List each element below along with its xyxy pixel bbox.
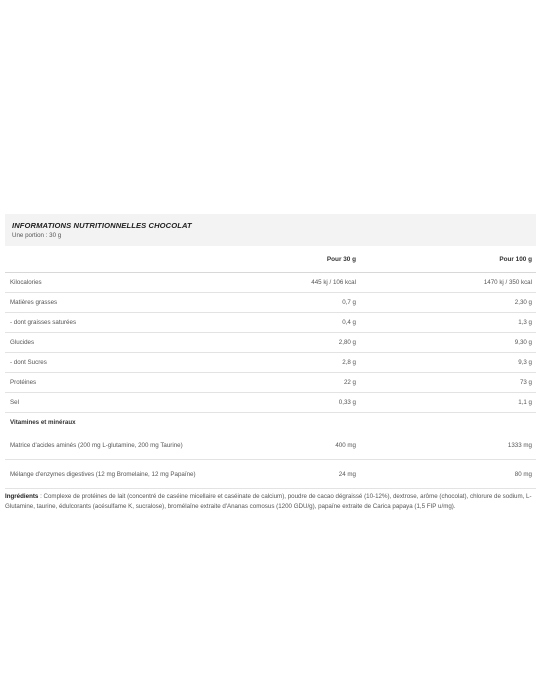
- table-row: [5, 393, 536, 413]
- nutrition-title: INFORMATIONS NUTRITIONNELLES CHOCOLAT: [12, 221, 192, 230]
- table-row: [5, 460, 536, 489]
- row-value-30g: 0,33 g: [225, 393, 360, 413]
- row-value-30g: 0,4 g: [225, 313, 360, 333]
- row-label: - dont graisses saturées: [5, 313, 225, 333]
- row-value-30g: 400 mg: [225, 431, 360, 460]
- ingredients-text: [5, 489, 538, 512]
- column-header-per-30g: Pour 30 g: [225, 246, 360, 273]
- column-header-per-100g: Pour 100 g: [360, 246, 536, 273]
- ingredients-list: : Complexe de protéines de lait (concentré de caséine micellaire et caséinate de calcium), poudre de cacao dégraissé (10-12%), dextrose, arôme (chocolat), chlorure de sodium, L-Glutamine, taurine, édulcorants (acésulfame K, sucralose), bromélaïne extraite d'Ananas comosus (1200 GDU/g), papaïne extraite de Carica papaya (1,5 FIP u/mg).: [5, 493, 532, 510]
- table-row: [5, 373, 536, 393]
- row-value-30g: 24 mg: [225, 460, 360, 489]
- row-label: Glucides: [5, 333, 225, 353]
- column-header-label: [5, 246, 225, 273]
- section-row: [5, 413, 536, 432]
- table-row: [5, 313, 536, 333]
- portion-size: Une portion : 30 g: [12, 232, 62, 239]
- row-value-100g: 9,3 g: [360, 353, 536, 373]
- table-row: [5, 353, 536, 373]
- row-value-100g: 2,30 g: [360, 293, 536, 313]
- nutrition-panel: [5, 214, 536, 512]
- section-heading: Vitamines et minéraux: [10, 418, 76, 426]
- row-label: Kilocalories: [5, 273, 225, 293]
- row-value-100g: 1,3 g: [360, 313, 536, 333]
- row-value-100g: 1470 kj / 350 kcal: [360, 273, 536, 293]
- table-row: [5, 293, 536, 313]
- nutrition-header: [5, 214, 536, 246]
- nutrition-table: [5, 246, 536, 489]
- row-value-30g: 2,8 g: [225, 353, 360, 373]
- row-label: - dont Sucres: [5, 353, 225, 373]
- row-value-100g: 80 mg: [360, 460, 536, 489]
- ingredients-label: Ingrédients: [5, 493, 39, 500]
- row-label: Matières grasses: [5, 293, 225, 313]
- row-label: Sel: [5, 393, 225, 413]
- row-value-30g: 0,7 g: [225, 293, 360, 313]
- row-value-30g: 2,80 g: [225, 333, 360, 353]
- row-label: Matrice d'acides aminés (200 mg L-glutamine, 200 mg Taurine): [5, 431, 225, 460]
- table-row: [5, 333, 536, 353]
- table-row: [5, 273, 536, 293]
- row-value-100g: 73 g: [360, 373, 536, 393]
- row-value-30g: 445 kj / 106 kcal: [225, 273, 360, 293]
- row-label: Protéines: [5, 373, 225, 393]
- row-label: Mélange d'enzymes digestives (12 mg Bromelaine, 12 mg Papaïne): [5, 460, 225, 489]
- row-value-100g: 1333 mg: [360, 431, 536, 460]
- row-value-100g: 9,30 g: [360, 333, 536, 353]
- row-value-100g: 1,1 g: [360, 393, 536, 413]
- table-header-row: [5, 246, 536, 273]
- row-value-30g: 22 g: [225, 373, 360, 393]
- table-row: [5, 431, 536, 460]
